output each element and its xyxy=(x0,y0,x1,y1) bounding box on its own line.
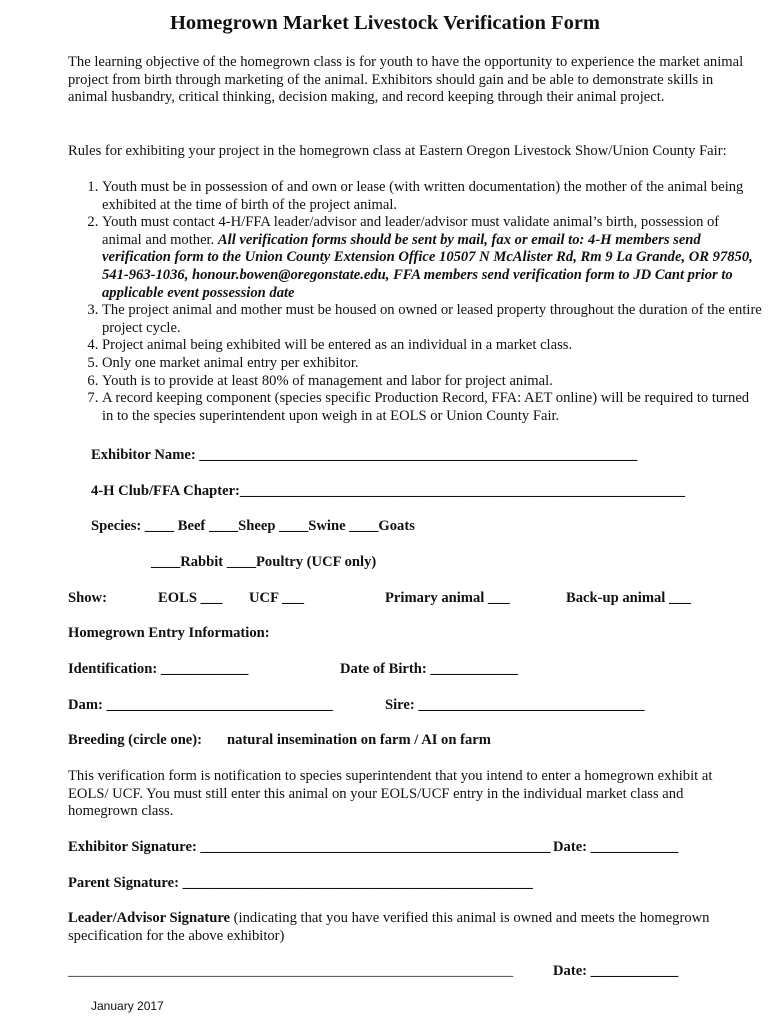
species-options-row2[interactable]: ____Rabbit ____Poultry (UCF only) xyxy=(151,554,377,570)
date-of-birth-field[interactable]: Date of Birth: ____________ xyxy=(340,661,518,677)
leader-date-field[interactable]: Date: ____________ xyxy=(553,963,679,979)
page-title: Homegrown Market Livestock Verification Form xyxy=(169,12,601,34)
parent-signature-field[interactable]: Parent Signature: ________________________________________________ xyxy=(68,875,533,891)
rule-item: 6. Youth is to provide at least 80% of management and labor for project animal. xyxy=(102,373,762,391)
species-options-row1[interactable]: Species: ____ Beef ____Sheep ____Swine ____Goats xyxy=(91,518,415,534)
identification-field[interactable]: Identification: ____________ xyxy=(68,661,249,677)
rules-heading: Rules for exhibiting your project in the homegrown class at Eastern Oregon Livestock Show/Union County Fair: xyxy=(68,143,727,159)
rule-item: 1. Youth must be in possession of and own or lease (with written documentation) the mother of the animal being exhibited at the time of birth of the project animal. xyxy=(102,179,762,214)
club-chapter-field[interactable]: 4-H Club/FFA Chapter:_____________________________________________________________ xyxy=(91,483,686,499)
rule-item: 4. Project animal being exhibited will be entered as an individual in a market class. xyxy=(102,337,762,355)
breeding-label: Breeding (circle one): xyxy=(68,732,203,748)
leader-signature-text xyxy=(68,910,748,945)
show-label: Show: xyxy=(68,590,107,606)
leader-signature-label: Leader/Advisor Signature xyxy=(68,910,231,926)
exhibitor-date-field[interactable]: Date: ____________ xyxy=(553,839,679,855)
leader-signature-note: (indicating that you have verified this animal is owned and meets the homegrown specification for the above exhibitor) xyxy=(68,910,710,944)
exhibitor-name-field[interactable]: Exhibitor Name: ____________________________________________________________ xyxy=(91,447,638,463)
entry-info-heading: Homegrown Entry Information: xyxy=(68,625,270,641)
rule-item: 2. Youth must contact 4-H/FFA leader/advisor and leader/advisor must validate animal’s birth, possession of animal and mother. All verification forms should be sent by mail, fax or email to: 4-H members send verification form to the Union County Extension Office 10507 N McAlister Rd, Rm 9 La Grande, OR 97850, 541-963-1036, honour.bowen@oregonstate.edu, FFA members send verification form to JD Cant prior to applicable event possession date xyxy=(102,214,762,302)
backup-animal-option[interactable]: Back-up animal ___ xyxy=(566,590,691,606)
rule-emphasis: All verification forms should be sent by mail, fax or email to: 4-H members send verification form to the Union County Extension Office 10507 N McAlister Rd, Rm 9 La Grande, OR 97850, 541-963-1036, honour.bowen@oregonstate.edu, FFA members send verification form to JD Cant prior to applicable event possession date xyxy=(102,231,753,301)
notice-paragraph: This verification form is notification to species superintendent that you intend to enter a homegrown exhibit at EOLS/ UCF. You must still enter this animal on your EOLS/UCF entry in the individual market class and homegrown class. xyxy=(68,768,713,820)
rule-item: 3. The project animal and mother must be housed on owned or leased property throughout the duration of the entire project cycle. xyxy=(102,302,762,337)
leader-signature-line[interactable]: _____________________________________________________________ xyxy=(68,963,514,979)
sire-field[interactable]: Sire: _______________________________ xyxy=(385,697,645,713)
rule-item: 5. Only one market animal entry per exhibitor. xyxy=(102,355,762,373)
footer-date: January 2017 xyxy=(91,999,164,1013)
primary-animal-option[interactable]: Primary animal ___ xyxy=(385,590,510,606)
breeding-options[interactable]: natural insemination on farm / AI on farm xyxy=(227,732,491,748)
show-eols-option[interactable]: EOLS ___ xyxy=(158,590,223,606)
rules-list xyxy=(68,179,762,425)
dam-field[interactable]: Dam: _______________________________ xyxy=(68,697,333,713)
rule-item: 7. A record keeping component (species specific Production Record, FFA: AET online) will be required to turned in to the species superintendent upon weigh in at EOLS or Union County Fair. xyxy=(102,390,762,425)
intro-paragraph: The learning objective of the homegrown class is for youth to have the opportunity to experience the market animal project from birth through marketing of the animal. Exhibitors should gain and be able to demonstrate skills in animal husbandry, critical thinking, decision making, and record keeping through their animal project. xyxy=(68,54,744,106)
show-ucf-option[interactable]: UCF ___ xyxy=(249,590,304,606)
exhibitor-signature-field[interactable]: Exhibitor Signature: ________________________________________________ xyxy=(68,839,551,855)
